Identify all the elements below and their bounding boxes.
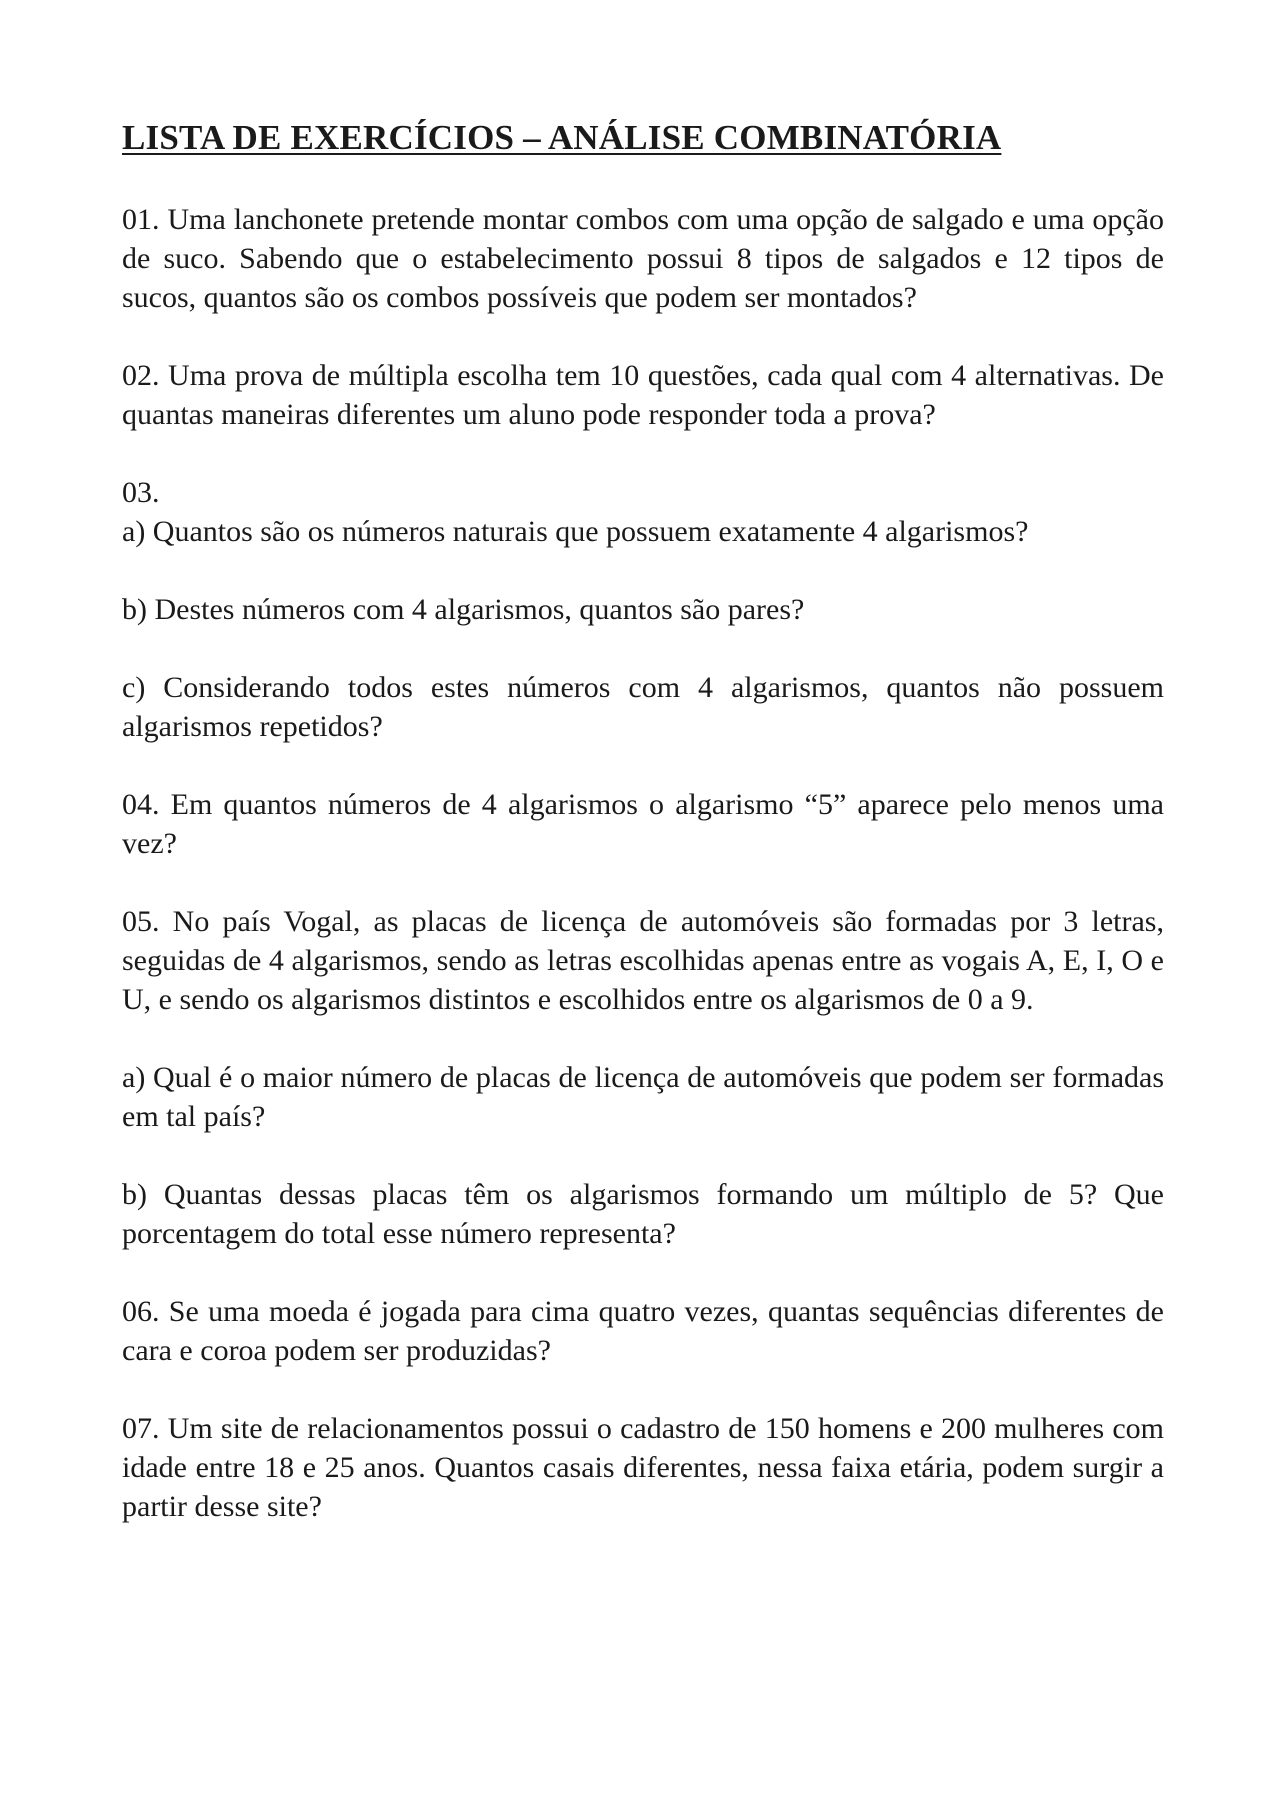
exercise-06: 06. Se uma moeda é jogada para cima quatro vezes, quantas sequências diferentes de cara e coroa podem ser produzidas?: [122, 1295, 1164, 1367]
page-title: LISTA DE EXERCÍCIOS – ANÁLISE COMBINATÓRIA: [122, 118, 1002, 157]
exercise-03-number: 03.: [122, 476, 160, 509]
exercise-04: 04. Em quantos números de 4 algarismos o algarismo “5” aparece pelo menos uma vez?: [122, 788, 1164, 860]
exercise-07: 07. Um site de relacionamentos possui o cadastro de 150 homens e 200 mulheres com idade entre 18 e 25 anos. Quantos casais diferentes, nessa faixa etária, podem surgir a partir desse site?: [122, 1412, 1164, 1523]
exercise-03-item-b: b) Destes números com 4 algarismos, quantos são pares?: [122, 593, 805, 626]
exercise-05-item-b: b) Quantas dessas placas têm os algarismos formando um múltiplo de 5? Que porcentagem do total esse número representa?: [122, 1178, 1164, 1250]
exercise-03-item-a: a) Quantos são os números naturais que possuem exatamente 4 algarismos?: [122, 515, 1029, 548]
exercise-05-item-a: a) Qual é o maior número de placas de licença de automóveis que podem ser formadas em tal país?: [122, 1061, 1164, 1133]
exercise-05-statement: 05. No país Vogal, as placas de licença de automóveis são formadas por 3 letras, seguidas de 4 algarismos, sendo as letras escolhidas apenas entre as vogais A, E, I, O e U, e sendo os algarismos distintos e escolhidos entre os algarismos de 0 a 9.: [122, 905, 1164, 1016]
document-content: [122, 118, 1164, 1565]
exercise-03-item-c: c) Considerando todos estes números com 4 algarismos, quantos não possuem algarismos repetidos?: [122, 671, 1164, 743]
exercise-01: 01. Uma lanchonete pretende montar combos com uma opção de salgado e uma opção de suco. Sabendo que o estabelecimento possui 8 tipos de salgados e 12 tipos de sucos, quantos são os combos possíveis que podem ser montados?: [122, 203, 1164, 314]
exercise-02: 02. Uma prova de múltipla escolha tem 10 questões, cada qual com 4 alternativas. De quantas maneiras diferentes um aluno pode responder toda a prova?: [122, 359, 1164, 431]
